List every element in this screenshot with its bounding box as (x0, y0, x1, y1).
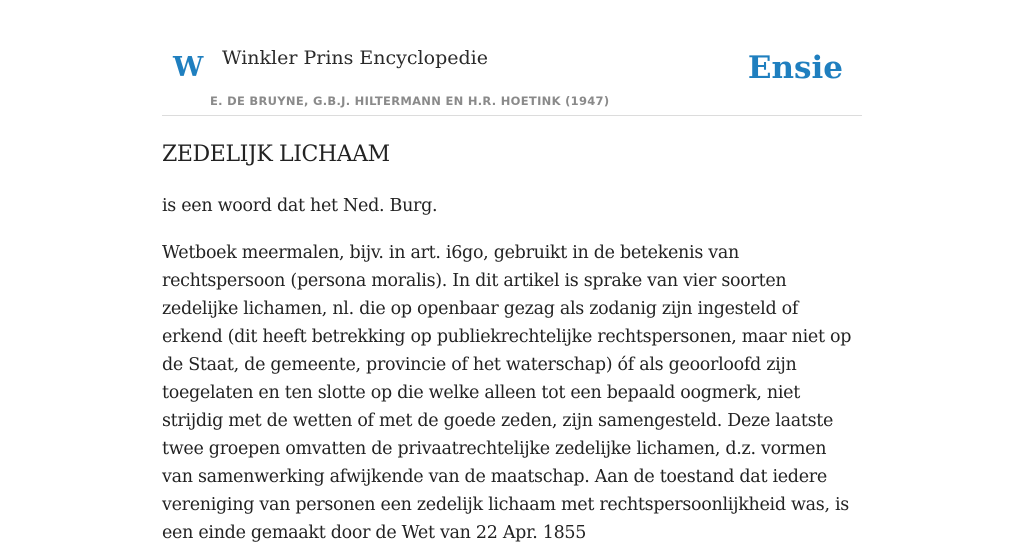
ensie-logo-link[interactable]: Ensie (747, 50, 843, 86)
publication-authors: E. DE BRUYNE, G.B.J. HILTERMANN EN H.R. HOETINK (1947) (210, 94, 610, 108)
article-paragraph: is een woord dat het Ned. Burg. (162, 196, 438, 216)
article-body (162, 138, 862, 547)
publication-title[interactable]: Winkler Prins Encyclopedie (222, 47, 488, 69)
article-paragraph: Wetboek meermalen, bijv. in art. i6go, gebruikt in de betekenis van rechtspersoon (persona moralis). In dit artikel is sprake van vier soorten zedelijke lichamen, nl. die op openbaar gezag als zodanig zijn ingesteld of erkend (dit heeft betrekking op publiekrechtelijke rechtspersonen, maar niet op de Staat, de gemeente, provincie of het waterschap) óf als geoorloofd zijn toegelaten en ten slotte op die welke alleen tot een bepaald oogmerk, niet strijdig met de wetten of met de goede zeden, zijn samengesteld. Deze laatste twee groepen omvatten de privaatrechtelijke zedelijke lichamen, d.z. vormen van samenwerking afwijkende van de maatschap. Aan de toestand dat iedere vereniging van personen een zedelijk lichaam met rechtspersoonlijkheid was, is een einde gemaakt door de Wet van 22 Apr. 1855 (162, 243, 852, 543)
article-headword: ZEDELIJK LICHAAM (162, 142, 390, 167)
winkler-prins-logo[interactable]: W (173, 52, 204, 83)
encyclopedia-header (162, 36, 862, 116)
